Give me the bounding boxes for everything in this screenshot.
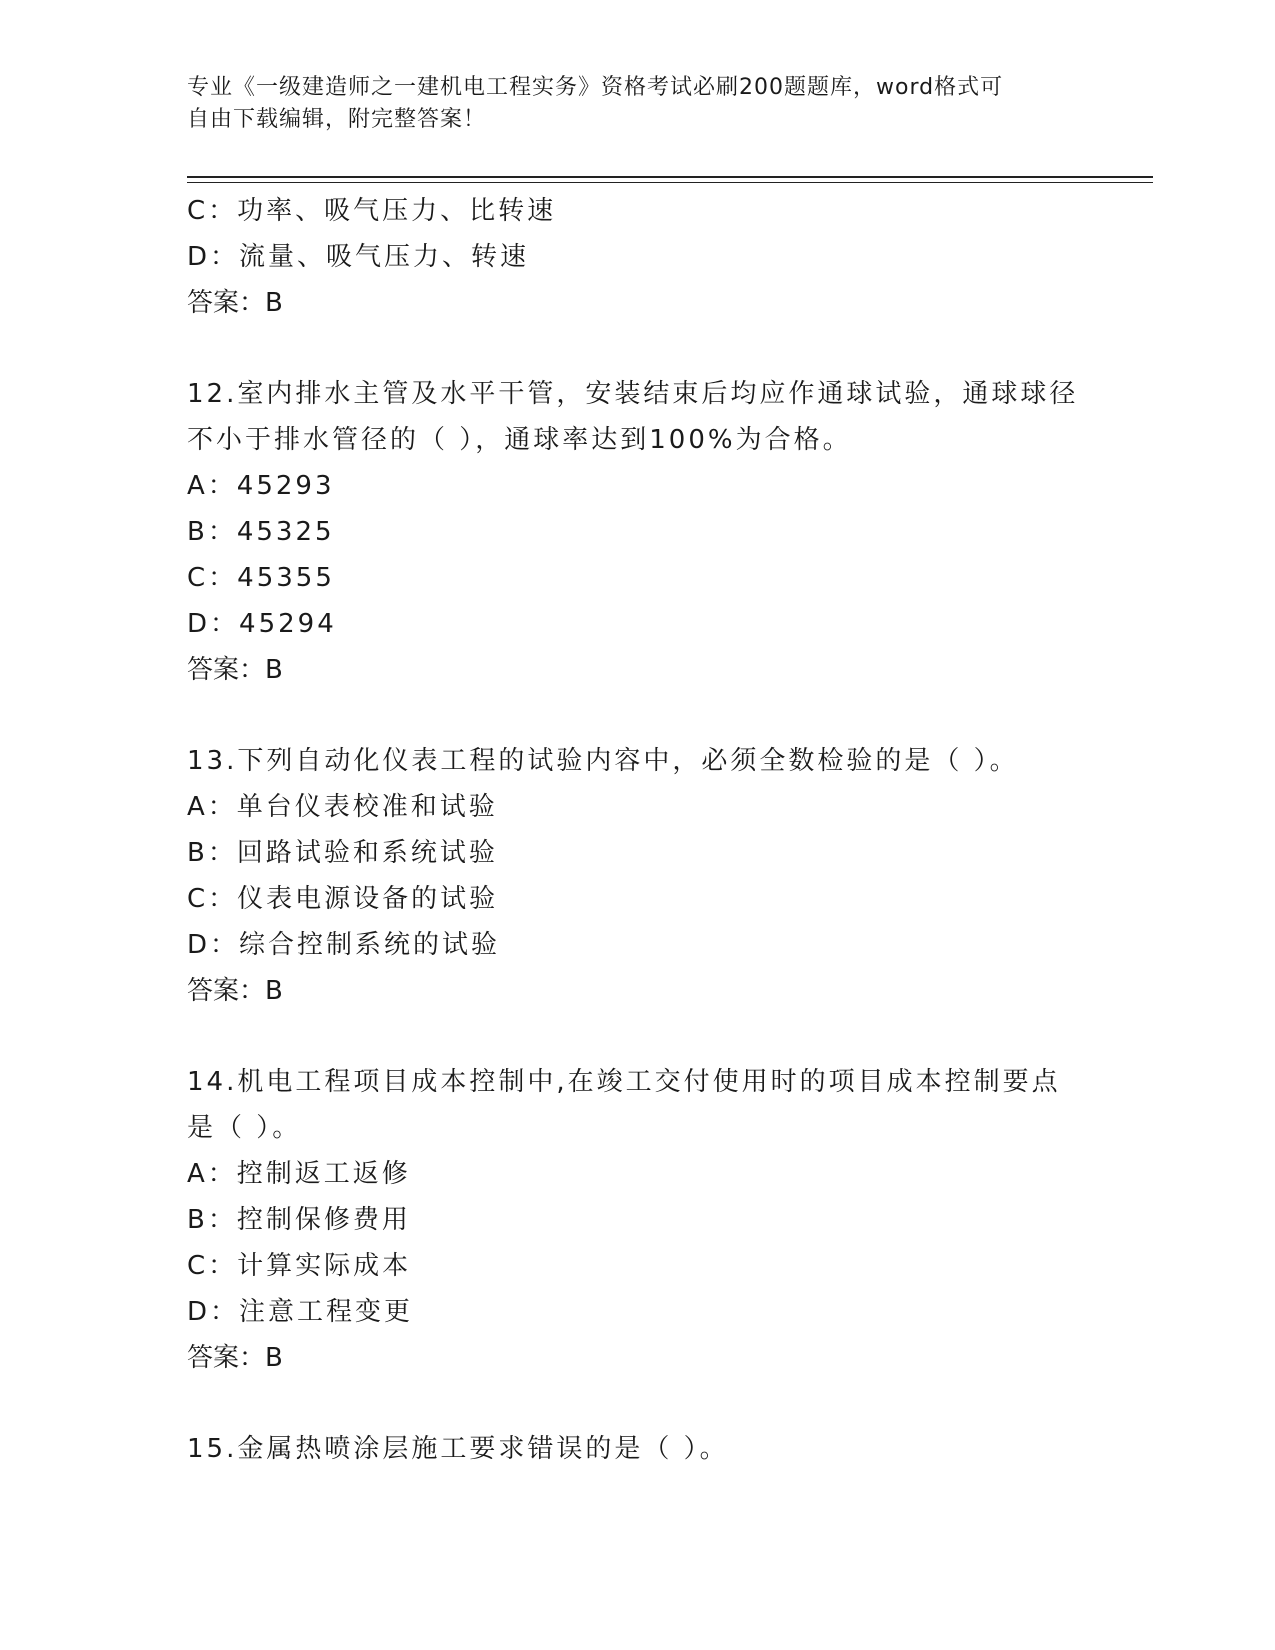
option-a: A：45293 xyxy=(187,471,335,501)
answer: 答案：B xyxy=(187,288,283,318)
header-divider-thick xyxy=(187,176,1153,178)
option-c: C：计算实际成本 xyxy=(187,1251,412,1281)
answer: 答案：B xyxy=(187,1343,283,1373)
spacer xyxy=(187,326,1087,371)
question-list xyxy=(187,188,1087,1472)
option-d: D：45294 xyxy=(187,609,337,639)
spacer xyxy=(187,1014,1087,1059)
question-stem: 15.金属热喷涂层施工要求错误的是（ ）。 xyxy=(187,1434,729,1464)
question-13 xyxy=(187,738,1087,1014)
question-stem-continued: 不小于排水管径的（ ），通球率达到100%为合格。 xyxy=(187,425,852,455)
option-c: C：仪表电源设备的试验 xyxy=(187,884,499,914)
option-a: A：单台仪表校准和试验 xyxy=(187,792,498,822)
option-c: C：45355 xyxy=(187,563,335,593)
option-b: B：回路试验和系统试验 xyxy=(187,838,498,868)
question-12 xyxy=(187,371,1087,693)
option-d: D：流量、吸气压力、转速 xyxy=(187,242,530,272)
spacer xyxy=(187,693,1087,738)
question-15 xyxy=(187,1426,1087,1472)
question-stem: 12.室内排水主管及水平干管，安装结束后均应作通球试验，通球球径 xyxy=(187,379,1079,409)
option-d: D：综合控制系统的试验 xyxy=(187,930,501,960)
question-stem: 14.机电工程项目成本控制中,在竣工交付使用时的项目成本控制要点 xyxy=(187,1067,1061,1097)
question-11-tail xyxy=(187,188,1087,326)
option-d: D：注意工程变更 xyxy=(187,1297,414,1327)
header-line-2: 自由下载编辑，附完整答案！ xyxy=(187,107,487,132)
header-divider-thin xyxy=(187,182,1153,183)
option-c: C：功率、吸气压力、比转速 xyxy=(187,196,557,226)
document-header xyxy=(187,72,1067,136)
option-a: A：控制返工返修 xyxy=(187,1159,411,1189)
option-b: B：45325 xyxy=(187,517,335,547)
question-stem: 13.下列自动化仪表工程的试验内容中，必须全数检验的是（ ）。 xyxy=(187,746,1019,776)
header-line-1: 专业《一级建造师之一建机电工程实务》资格考试必刷200题题库，word格式可 xyxy=(187,75,1004,100)
answer: 答案：B xyxy=(187,976,283,1006)
option-b: B：控制保修费用 xyxy=(187,1205,411,1235)
question-14 xyxy=(187,1059,1087,1381)
question-stem-continued: 是（ ）。 xyxy=(187,1113,302,1143)
spacer xyxy=(187,1381,1087,1426)
answer: 答案：B xyxy=(187,655,283,685)
